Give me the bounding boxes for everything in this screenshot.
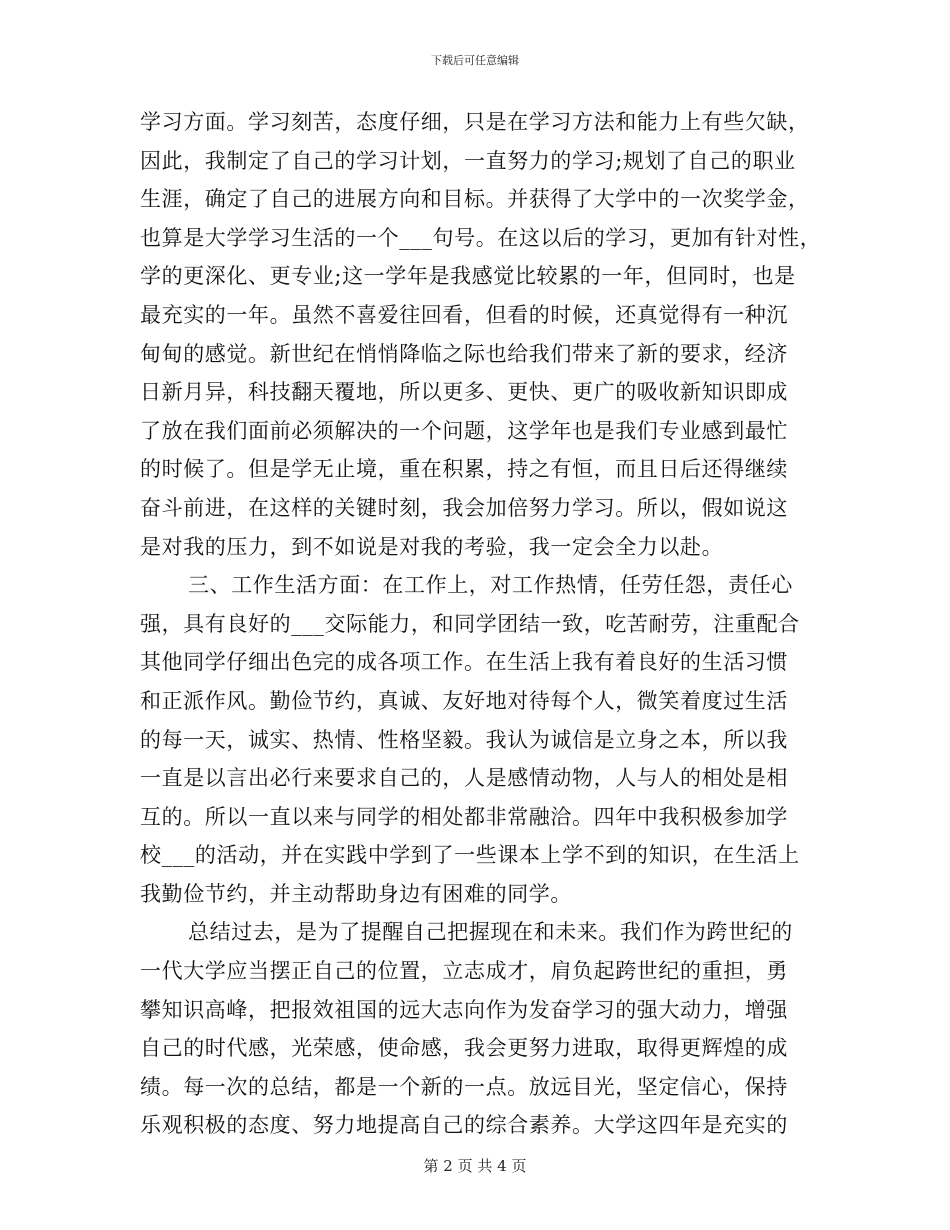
text-line: 校___的活动，并在实践中学到了一些课本上学不到的知识，在生活上 <box>140 843 800 868</box>
text-line: 一代大学应当摆正自己的位置，立志成才，肩负起跨世纪的重担，勇 <box>140 959 788 984</box>
text-line: 学的更深化、更专业;这一学年是我感觉比较累的一年，但同时，也是 <box>140 264 796 289</box>
text-line: 和正派作风。勤俭节约，真诚、友好地对待每个人，微笑着度过生活 <box>140 688 788 713</box>
text-line: 的时候了。但是学无止境，重在积累，持之有恒，而且日后还得继续 <box>140 457 788 482</box>
text-line: 学习方面。学习刻苦，态度仔细，只是在学习方法和能力上有些欠缺， <box>140 110 810 134</box>
text-line: 互的。所以一直以来与同学的相处都非常融洽。四年中我积极参加学 <box>140 804 788 829</box>
text-line: 也算是大学学习生活的一个___句号。在这以后的学习，更加有针对性， <box>140 225 822 250</box>
text-line: 强，具有良好的___交际能力，和同学团结一致，吃苦耐劳，注重配合 <box>140 611 800 636</box>
text-line: 是对我的压力，到不如说是对我的考验，我一定会全力以赴。 <box>140 534 724 559</box>
text-line: 总结过去，是为了提醒自己把握现在和未来。我们作为跨世纪的 <box>188 920 793 945</box>
text-line: 日新月异，科技翻天覆地，所以更多、更快、更广的吸收新知识即成 <box>140 380 788 405</box>
text-line: 生涯，确定了自己的进展方向和目标。并获得了大学中的一次奖学金， <box>140 187 810 212</box>
text-line: 攀知识高峰，把报效祖国的远大志向作为发奋学习的强大动力，增强 <box>140 997 788 1022</box>
text-line: 三、工作生活方面：在工作上，对工作热情，任劳任怨，责任心 <box>188 573 793 598</box>
text-line: 自己的时代感，光荣感，使命感，我会更努力进取，取得更辉煌的成 <box>140 1036 788 1061</box>
text-line: 其他同学仔细出色完的成各项工作。在生活上我有着良好的生活习惯 <box>140 650 788 675</box>
page-header: 下载后可任意编辑 <box>431 54 519 67</box>
text-line: 因此，我制定了自己的学习计划，一直努力的学习;规划了自己的职业 <box>140 148 796 173</box>
text-line: 绩。每一次的总结，都是一个新的一点。放远目光，坚定信心，保持 <box>140 1074 788 1099</box>
text-line: 乐观积极的态度、努力地提高自己的综合素养。大学这四年是充实的 <box>140 1113 788 1138</box>
text-line: 我勤俭节约，并主动帮助身边有困难的同学。 <box>140 881 572 906</box>
document-body <box>140 103 820 1145</box>
text-line: 最充实的一年。虽然不喜爱往回看，但看的时候，还真觉得有一种沉 <box>140 302 788 327</box>
text-line: 一直是以言出必行来要求自己的，人是感情动物，人与人的相处是相 <box>140 766 788 791</box>
text-line: 甸甸的感觉。新世纪在悄悄降临之际也给我们带来了新的要求，经济 <box>140 341 788 366</box>
page-footer: 第 2 页 共 4 页 <box>423 1157 527 1175</box>
text-line: 了放在我们面前必须解决的一个问题，这学年也是我们专业感到最忙 <box>140 418 788 443</box>
text-line: 奋斗前进，在这样的关键时刻，我会加倍努力学习。所以，假如说这 <box>140 495 788 520</box>
text-line: 的每一天，诚实、热情、性格坚毅。我认为诚信是立身之本，所以我 <box>140 727 788 752</box>
